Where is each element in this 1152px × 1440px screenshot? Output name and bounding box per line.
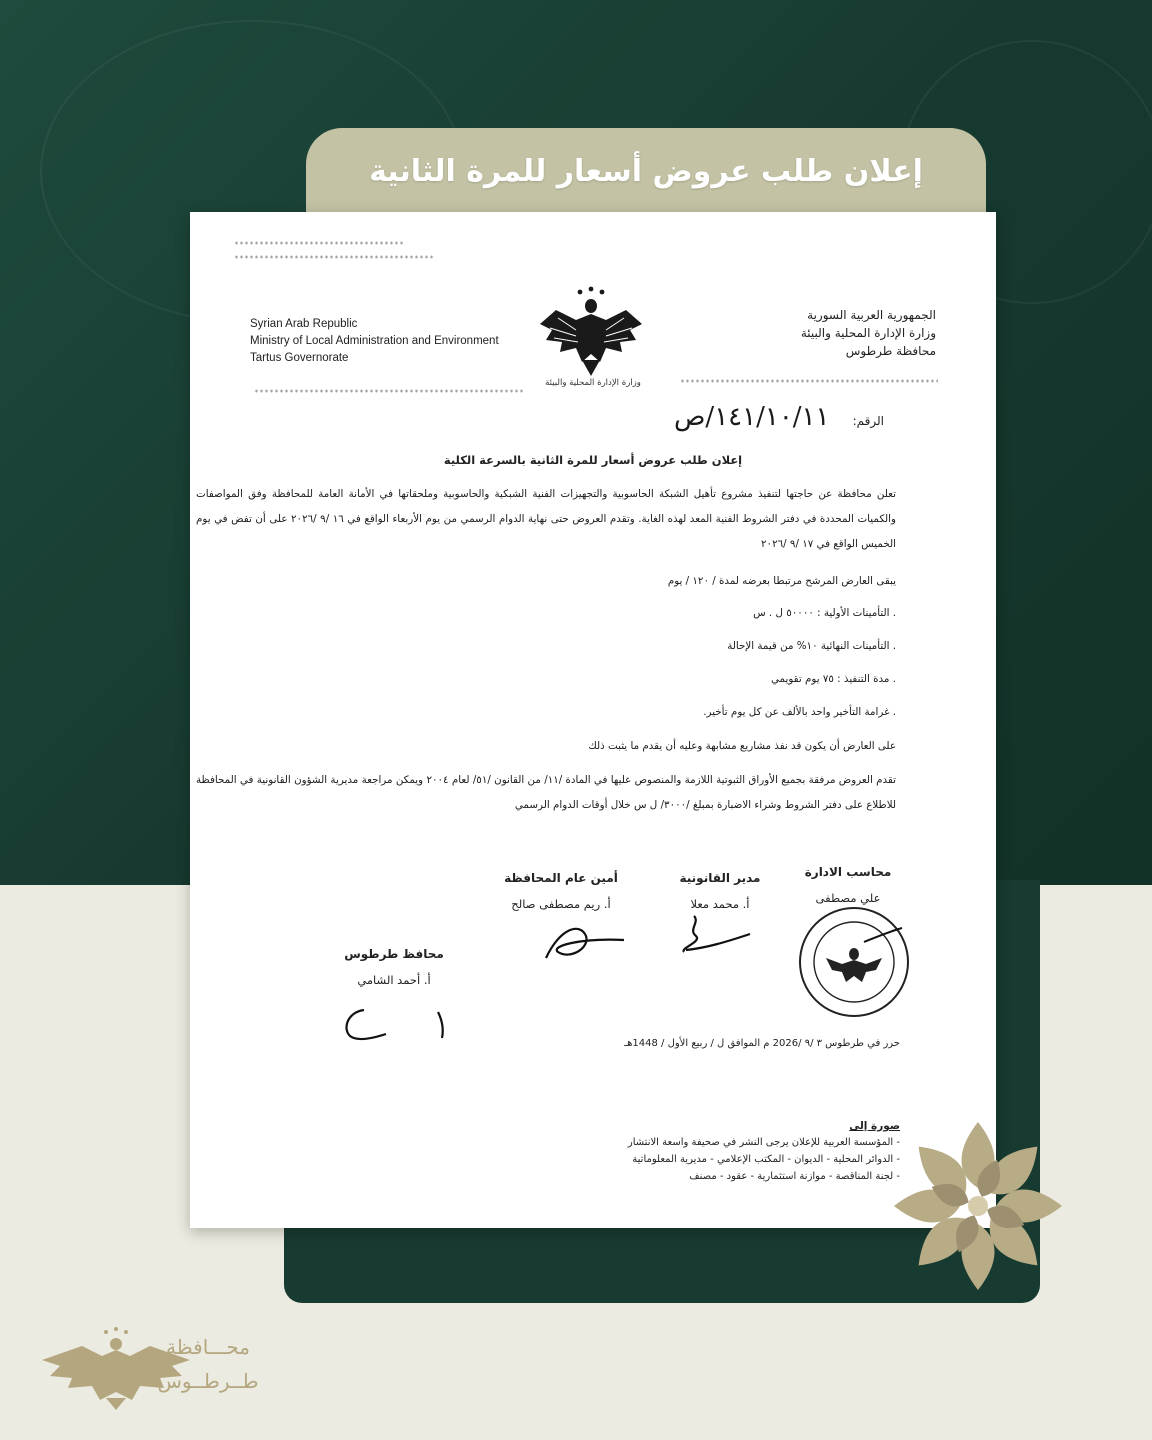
signature-name: علي مصطفى [815, 891, 881, 905]
decorative-flower-icon [890, 1118, 1066, 1294]
signature-legal-director [660, 868, 780, 914]
reference-number: ١٤١/١٠/١١/ص [674, 402, 830, 432]
logo-line1: محـــافظة [166, 1335, 250, 1359]
line-initial-insurance: . التأمينات الأولية : ٥٠٠٠٠ ل . س [753, 607, 896, 619]
paragraph-main: تعلن محافظة عن حاجتها لتنفيذ مشروع تأهيل الشبكة الحاسوبية والتجهيزات الفنية الشبكية والحاسوبية وملحقاتها في الأمانة العامة للمحافظة وفق المواصفات والكميات المحددة في دفتر الشروط الفنية المعد لهذه الغاية. وتقدم العروض حتى نهاية الدوام الرسمي من يوم الأربعاء الواقع في ١٦ /٩ /٢٠٢٦ على أن تفض في يوم الخميس الواقع في ١٧ /٩ /٢٠٢٦ [196, 488, 896, 550]
document-paper [190, 212, 996, 1228]
header-ar-line3: محافظة طرطوس [845, 344, 936, 358]
reference-label: الرقم: [852, 414, 884, 428]
syrian-eagle-emblem-icon [536, 284, 646, 384]
header-en-line2: Ministry of Local Administration and Environment [250, 335, 499, 347]
signature-role: محافظ طرطوس [344, 947, 444, 961]
logo-line2: طــرطــوس [157, 1369, 259, 1393]
official-stamp-icon [794, 902, 914, 1022]
list-item: - لجنة المناقصة - موازنة استثمارية - عقود - مصنف [689, 1171, 900, 1182]
copies-title: صورة إلى [849, 1120, 900, 1132]
paragraph-submission: تقدم العروض مرفقة بجميع الأوراق الثبوتية اللازمة والمنصوص عليها في المادة /١١/ من القانون /٥١/ لعام ٢٠٠٤ ويمكن مراجعة مديرية الشؤون القانونية في المحافظة للاطلاع على دفتر الشروط وشراء الاضبارة بمبلغ /٣٠٠٠/ ل س خلال أوقات الدوام الرسمي [196, 774, 897, 811]
signature-name: أ. أحمد الشامي [357, 973, 431, 987]
date-line: حرر في طرطوس ٣ /٩ /2026 م الموافق ل / ربيع الأول / 1448هـ [624, 1038, 900, 1049]
emblem-caption: وزارة الإدارة المحلية والبيئة [545, 378, 641, 388]
list-item: - الدوائر المحلية - الديوان - المكتب الإعلامي - مديرية المعلوماتية [632, 1154, 900, 1165]
line-experience: على العارض أن يكون قد نفذ مشاريع مشابهة وعليه أن يقدم ما يثبت ذلك [588, 740, 896, 752]
signature-role: مدير القانونية [679, 871, 761, 885]
document-title: إعلان طلب عروض أسعار للمرة الثانية بالسرعة الكلية [443, 453, 743, 467]
scan-noise [254, 388, 524, 394]
handwritten-signature-icon [338, 998, 458, 1048]
header-ar-line1: الجمهورية العربية السورية [807, 308, 936, 322]
line-duration: . مدة التنفيذ : ٧٥ يوم تقويمي [770, 673, 896, 685]
announcement-title: إعلان طلب عروض أسعار للمرة الثانية [369, 154, 923, 189]
header-en-line1: Syrian Arab Republic [250, 318, 358, 330]
header-ar-line2: وزارة الإدارة المحلية والبيئة [800, 326, 936, 340]
handwritten-signature-icon [676, 912, 756, 962]
scan-noise [234, 254, 434, 260]
copies-list [580, 1134, 900, 1185]
handwritten-signature-icon [540, 918, 630, 968]
line-commitment: يبقى العارض المرشح مرتبطا بعرضه لمدة / ١٢٠ / يوم [667, 575, 896, 587]
header-en-line3: Tartus Governorate [250, 352, 349, 364]
scan-noise [680, 378, 938, 384]
list-item: - المؤسسة العربية للإعلان يرجى النشر في صحيفة واسعة الانتشار [627, 1137, 900, 1148]
signature-secretary-general [486, 868, 636, 914]
governorate-logo-text [148, 1330, 268, 1398]
signature-name: أ. محمد معلا [690, 897, 750, 911]
signature-governor [334, 944, 454, 990]
header-arabic [696, 306, 936, 360]
signature-role: أمين عام المحافظة [504, 871, 618, 885]
header-english [250, 316, 550, 367]
line-penalty: . غرامة التأخير واحد بالألف عن كل يوم تأخير. [703, 706, 896, 718]
signature-role: محاسب الادارة [804, 865, 892, 879]
line-final-insurance: . التأمينات النهائية ١٠% من قيمة الإحالة [727, 640, 896, 652]
signature-name: أ. ريم مصطفى صالح [511, 897, 611, 911]
scan-noise [234, 240, 404, 246]
